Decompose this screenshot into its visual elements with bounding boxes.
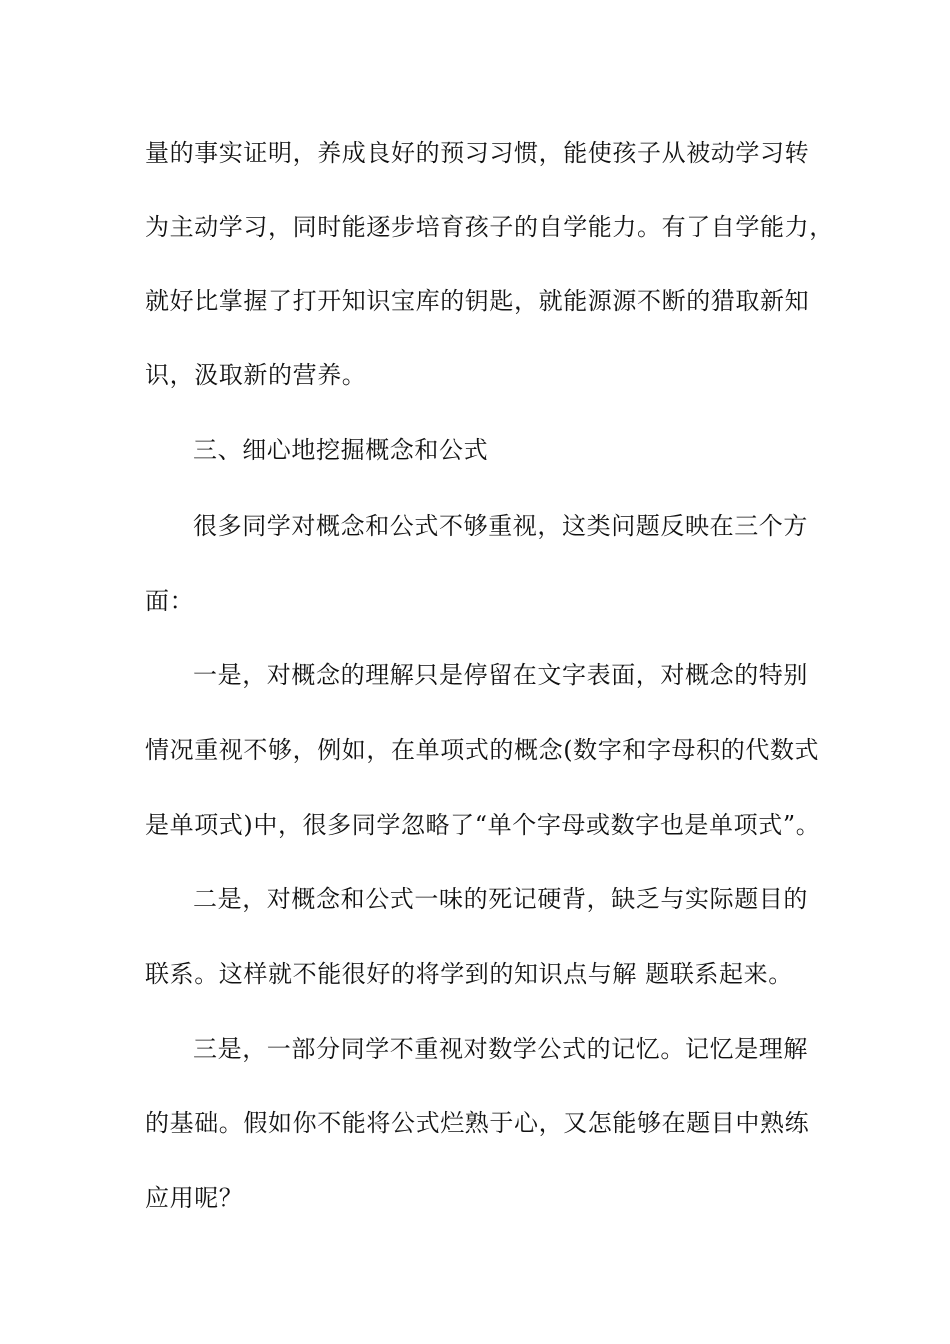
- paragraph-line: 为主动学习，同时能逐步培育孩子的自学能力。有了自学能力，: [145, 213, 834, 241]
- section-heading: 三、细心地挖掘概念和公式: [193, 436, 489, 464]
- paragraph-line: 量的事实证明，养成良好的预习习惯，能使孩子从被动学习转: [145, 139, 810, 167]
- paragraph-line: 一是，对概念的理解只是停留在文字表面，对概念的特别: [193, 661, 808, 689]
- paragraph-line: 面：: [145, 587, 195, 615]
- paragraph-line: 识，汲取新的营养。: [145, 361, 367, 389]
- paragraph-line: 是单项式)中，很多同学忽略了“单个字母或数字也是单项式”。: [145, 811, 821, 839]
- paragraph-line: 的基础。假如你不能将公式烂熟于心，又怎能够在题目中熟练: [145, 1109, 810, 1137]
- paragraph-line: 应用呢？: [145, 1184, 244, 1212]
- paragraph-line: 二是，对概念和公式一味的死记硬背，缺乏与实际题目的: [193, 885, 808, 913]
- paragraph-line: 很多同学对概念和公式不够重视，这类问题反映在三个方: [193, 512, 808, 540]
- paragraph-line: 三是，一部分同学不重视对数学公式的记忆。记忆是理解: [193, 1035, 808, 1063]
- paragraph-line: 情况重视不够，例如，在单项式的概念(数字和字母积的代数式: [145, 736, 820, 764]
- paragraph-line: 就好比掌握了打开知识宝库的钥匙，就能源源不断的猎取新知: [145, 287, 810, 315]
- paragraph-line: 联系。这样就不能很好的将学到的知识点与解 题联系起来。: [145, 960, 793, 988]
